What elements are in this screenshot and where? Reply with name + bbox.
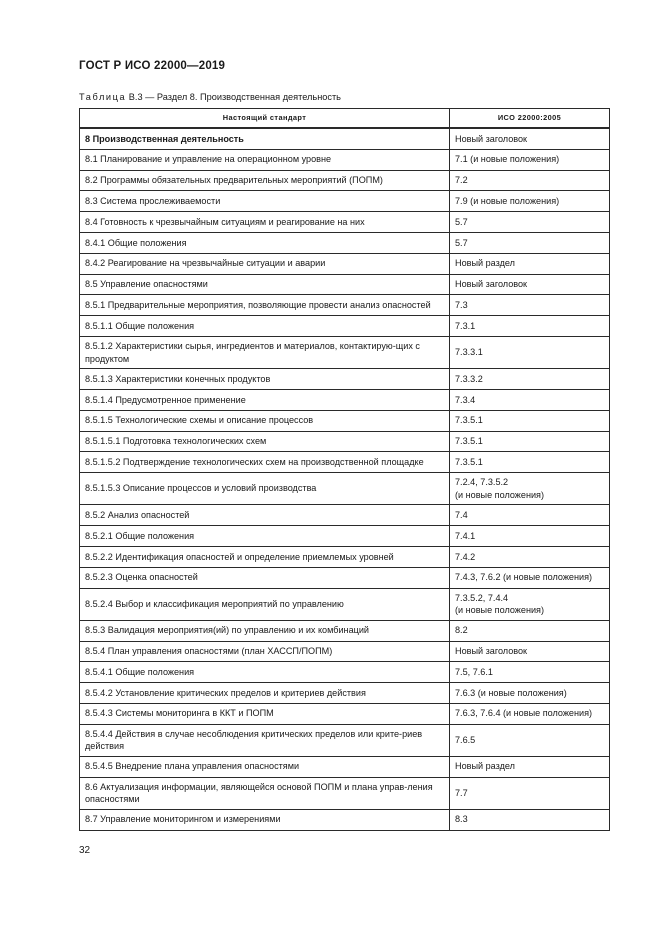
cell-iso-standard: 7.3 — [450, 295, 610, 316]
cell-iso-standard: Новый раздел — [450, 756, 610, 777]
cell-current-standard: 8.5.1.5.3 Описание процессов и условий производства — [80, 473, 450, 505]
cell-iso-standard: 7.6.5 — [450, 724, 610, 756]
cell-current-standard: 8.5.4.4 Действия в случае несоблюдения критических пределов или крите-риев действия — [80, 724, 450, 756]
table-caption — [79, 92, 341, 102]
cell-iso-standard: 7.3.5.2, 7.4.4 (и новые положения) — [450, 588, 610, 620]
cell-iso-standard: 7.3.5.1 — [450, 431, 610, 452]
cell-current-standard: 8.6 Актуализация информации, являющейся основой ПОПМ и плана управ-ления опасностями — [80, 777, 450, 809]
table-row — [80, 369, 610, 390]
table-caption-text: В.3 — Раздел 8. Производственная деятельность — [126, 92, 341, 102]
cell-iso-standard: 7.3.5.1 — [450, 452, 610, 473]
cell-current-standard: 8.5.2 Анализ опасностей — [80, 505, 450, 526]
table-row — [80, 756, 610, 777]
table-row — [80, 149, 610, 170]
table-row — [80, 431, 610, 452]
table-row — [80, 662, 610, 683]
table-row — [80, 546, 610, 567]
cell-iso-standard: 7.2 — [450, 170, 610, 191]
cell-current-standard: 8.7 Управление мониторингом и измерениями — [80, 809, 450, 830]
table-row — [80, 274, 610, 295]
cell-current-standard: 8.5.3 Валидация мероприятия(ий) по управлению и их комбинаций — [80, 620, 450, 641]
table-row — [80, 724, 610, 756]
document-title: ГОСТ Р ИСО 22000—2019 — [79, 60, 226, 72]
cell-iso-standard: 7.2.4, 7.3.5.2 (и новые положения) — [450, 473, 610, 505]
table-header-row — [80, 109, 610, 129]
table-row — [80, 191, 610, 212]
column-header-iso-standard: ИСО 22000:2005 — [450, 109, 610, 129]
cell-current-standard: 8.5.1.1 Общие положения — [80, 316, 450, 337]
table-row — [80, 410, 610, 431]
cell-iso-standard: 7.4 — [450, 505, 610, 526]
table-row — [80, 128, 610, 149]
cell-current-standard: 8.4 Готовность к чрезвычайным ситуациям и реагирование на них — [80, 212, 450, 233]
table-body — [80, 128, 610, 830]
cell-iso-standard: 7.3.1 — [450, 316, 610, 337]
cell-iso-standard: 7.6.3, 7.6.4 (и новые положения) — [450, 703, 610, 724]
cell-iso-standard: 7.4.1 — [450, 526, 610, 547]
column-header-current-standard: Настоящий стандарт — [80, 109, 450, 129]
cell-iso-standard: 7.3.5.1 — [450, 410, 610, 431]
table-row — [80, 473, 610, 505]
table-row — [80, 703, 610, 724]
table-row — [80, 212, 610, 233]
table-row — [80, 316, 610, 337]
table-caption-prefix: Таблица — [79, 92, 127, 102]
cell-iso-standard: 7.4.2 — [450, 546, 610, 567]
table-row — [80, 641, 610, 662]
table-row — [80, 232, 610, 253]
cell-current-standard: 8.5.1.5.2 Подтверждение технологических схем на производственной площадке — [80, 452, 450, 473]
table-row — [80, 505, 610, 526]
cell-iso-standard: 7.5, 7.6.1 — [450, 662, 610, 683]
cell-current-standard: 8.1 Планирование и управление на операционном уровне — [80, 149, 450, 170]
cell-iso-standard: 7.3.3.2 — [450, 369, 610, 390]
table-row — [80, 253, 610, 274]
cell-current-standard: 8.5.4 План управления опасностями (план ХАССП/ПОПМ) — [80, 641, 450, 662]
table-row — [80, 567, 610, 588]
cell-iso-standard: 7.3.4 — [450, 389, 610, 410]
cell-iso-standard: 7.1 (и новые положения) — [450, 149, 610, 170]
cell-iso-standard: 8.3 — [450, 809, 610, 830]
page-number: 32 — [79, 845, 91, 856]
table-row — [80, 683, 610, 704]
cell-current-standard: 8.5.2.3 Оценка опасностей — [80, 567, 450, 588]
cell-current-standard: 8.5.1.4 Предусмотренное применение — [80, 389, 450, 410]
cell-current-standard: 8.5.1 Предварительные мероприятия, позволяющие провести анализ опасностей — [80, 295, 450, 316]
cell-current-standard: 8.5.1.3 Характеристики конечных продуктов — [80, 369, 450, 390]
cell-current-standard: 8.3 Система прослеживаемости — [80, 191, 450, 212]
table-row — [80, 336, 610, 368]
cell-iso-standard: 5.7 — [450, 212, 610, 233]
correspondence-table — [79, 108, 610, 831]
table-row — [80, 452, 610, 473]
cell-current-standard: 8 Производственная деятельность — [80, 128, 450, 149]
cell-current-standard: 8.5 Управление опасностями — [80, 274, 450, 295]
table-row — [80, 588, 610, 620]
cell-iso-standard: Новый заголовок — [450, 128, 610, 149]
cell-current-standard: 8.5.1.5 Технологические схемы и описание процессов — [80, 410, 450, 431]
table-row — [80, 809, 610, 830]
cell-iso-standard: 7.9 (и новые положения) — [450, 191, 610, 212]
cell-iso-standard: 7.7 — [450, 777, 610, 809]
cell-iso-standard: 7.6.3 (и новые положения) — [450, 683, 610, 704]
cell-current-standard: 8.2 Программы обязательных предварительных мероприятий (ПОПМ) — [80, 170, 450, 191]
cell-current-standard: 8.5.2.1 Общие положения — [80, 526, 450, 547]
cell-current-standard: 8.5.2.4 Выбор и классификация мероприятий по управлению — [80, 588, 450, 620]
cell-current-standard: 8.4.1 Общие положения — [80, 232, 450, 253]
cell-current-standard: 8.5.4.3 Системы мониторинга в ККТ и ПОПМ — [80, 703, 450, 724]
cell-iso-standard: 7.3.3.1 — [450, 336, 610, 368]
table-row — [80, 777, 610, 809]
cell-current-standard: 8.5.1.5.1 Подготовка технологических схем — [80, 431, 450, 452]
table-row — [80, 389, 610, 410]
table-row — [80, 170, 610, 191]
cell-current-standard: 8.5.4.1 Общие положения — [80, 662, 450, 683]
cell-iso-standard: Новый раздел — [450, 253, 610, 274]
table-row — [80, 526, 610, 547]
cell-iso-standard: 5.7 — [450, 232, 610, 253]
cell-iso-standard: Новый заголовок — [450, 641, 610, 662]
cell-current-standard: 8.4.2 Реагирование на чрезвычайные ситуации и аварии — [80, 253, 450, 274]
cell-iso-standard: 7.4.3, 7.6.2 (и новые положения) — [450, 567, 610, 588]
table-row — [80, 620, 610, 641]
table-row — [80, 295, 610, 316]
cell-current-standard: 8.5.2.2 Идентификация опасностей и определение приемлемых уровней — [80, 546, 450, 567]
cell-current-standard: 8.5.1.2 Характеристики сырья, ингредиентов и материалов, контактирую-щих с продуктом — [80, 336, 450, 368]
cell-current-standard: 8.5.4.5 Внедрение плана управления опасностями — [80, 756, 450, 777]
cell-iso-standard: 8.2 — [450, 620, 610, 641]
cell-iso-standard: Новый заголовок — [450, 274, 610, 295]
cell-current-standard: 8.5.4.2 Установление критических пределов и критериев действия — [80, 683, 450, 704]
